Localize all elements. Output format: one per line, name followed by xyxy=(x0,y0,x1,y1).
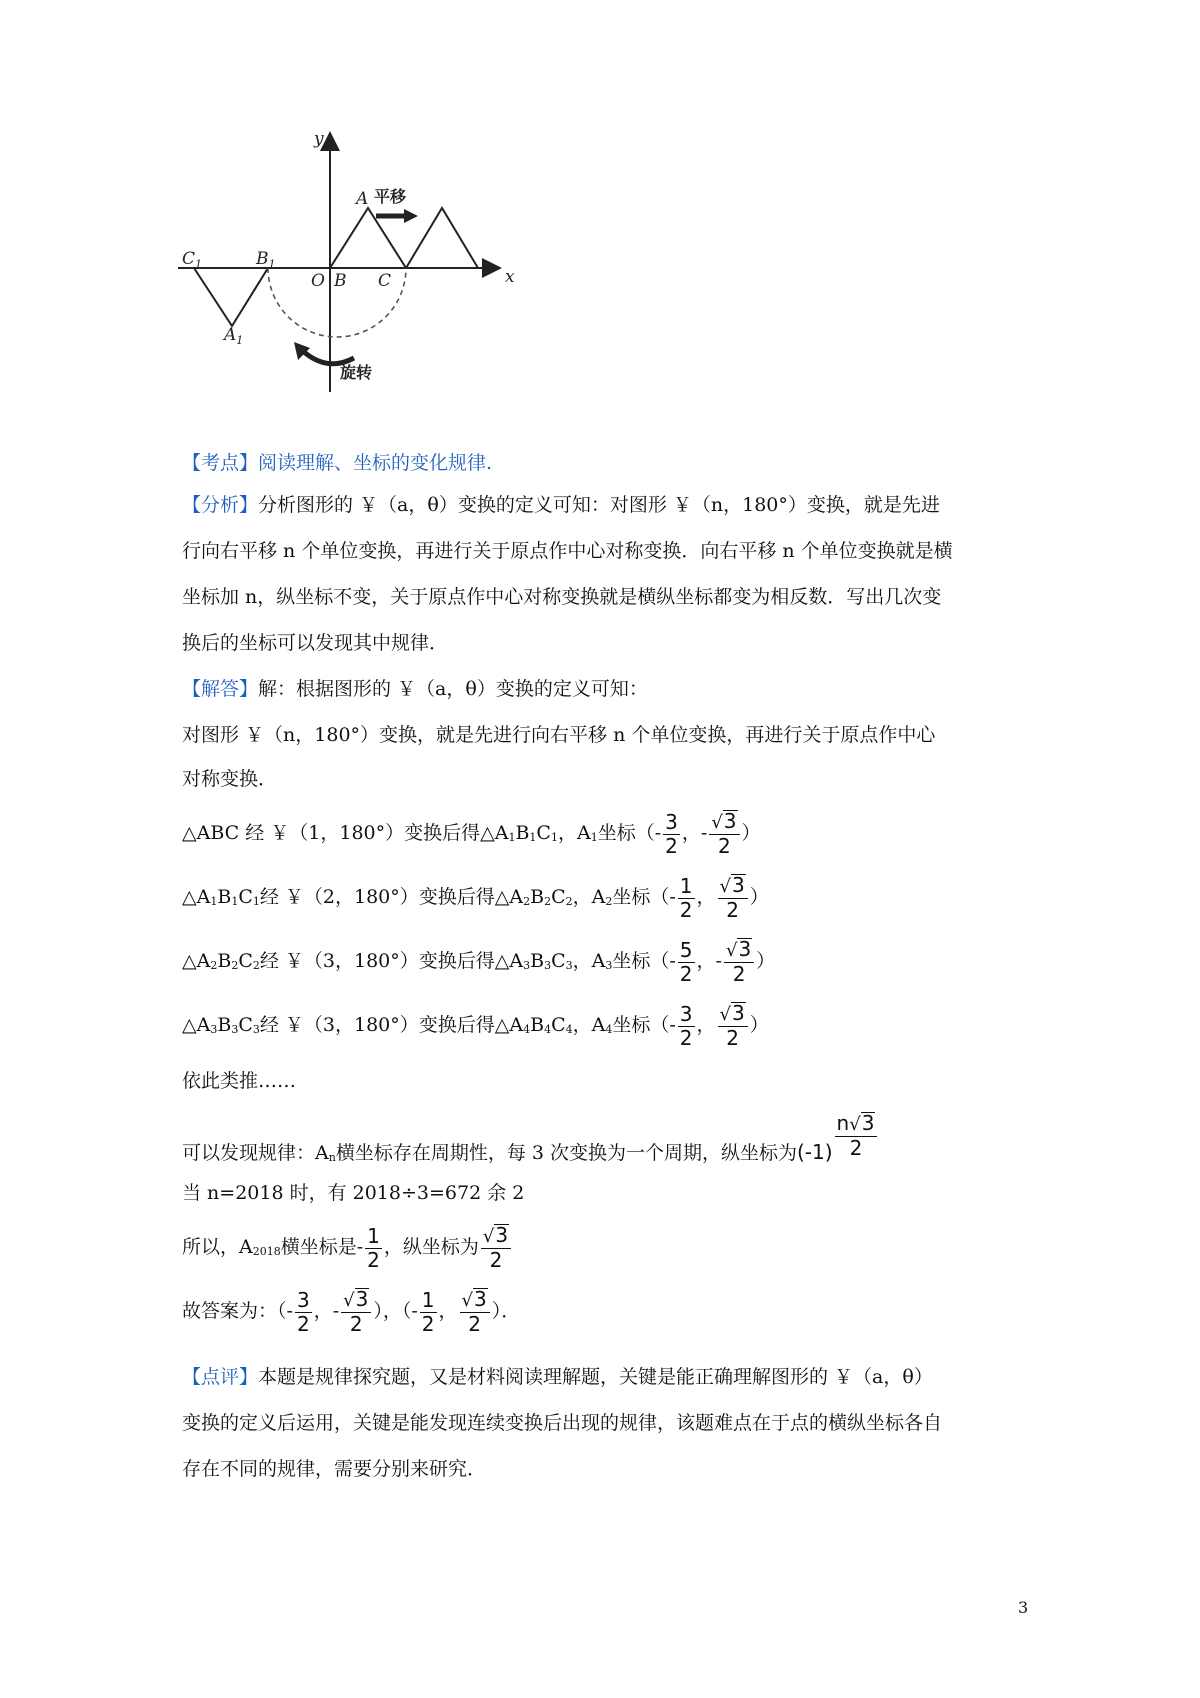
text: ） xyxy=(741,822,761,844)
text: 坐标（ xyxy=(597,822,655,844)
fraction xyxy=(295,1289,312,1336)
text: ， xyxy=(696,886,716,908)
numerator xyxy=(460,1288,490,1312)
sqrt xyxy=(849,1112,875,1136)
sub: 1 xyxy=(252,895,260,908)
sign: - xyxy=(669,886,676,908)
answer-line xyxy=(182,1286,1042,1336)
sign: - xyxy=(669,1014,676,1036)
text: n xyxy=(836,1111,850,1135)
text: 经 ￥（2，180°）变换后得△A xyxy=(259,886,524,908)
sign: - xyxy=(411,1300,418,1322)
kaodian-tag: 【考点】 xyxy=(182,452,259,474)
sub: 1 xyxy=(529,831,537,844)
denominator: 2 xyxy=(367,1247,380,1272)
text: ）． xyxy=(491,1300,521,1322)
fraction-sqrt xyxy=(341,1288,371,1336)
so-line xyxy=(182,1222,1042,1277)
text: C xyxy=(551,950,566,972)
radicand: 3 xyxy=(474,1287,487,1311)
denominator: 2 xyxy=(835,1136,878,1160)
sub: 1 xyxy=(590,831,598,844)
fenxi-tag: 【分析】 xyxy=(182,494,259,516)
denominator: 2 xyxy=(679,1025,693,1050)
numerator: 5 xyxy=(679,937,693,962)
text: ， xyxy=(313,1300,333,1322)
sign: - xyxy=(356,1236,364,1258)
sub: 3 xyxy=(523,959,531,972)
step1-pre: △ABC 经 ￥（1，180°）变换后得△A xyxy=(182,822,509,844)
sub: 1 xyxy=(508,831,516,844)
radical-sign: √ xyxy=(482,1226,495,1247)
text: B xyxy=(530,1014,545,1036)
sub: 1 xyxy=(231,895,239,908)
numerator: 3 xyxy=(296,1287,310,1312)
denominator: 2 xyxy=(296,1311,310,1336)
step-line-3 xyxy=(182,936,1042,991)
dianping-tag: 【点评】 xyxy=(182,1366,259,1388)
label-y: y xyxy=(314,130,324,149)
sub: 2 xyxy=(210,959,218,972)
jieda-line-3: 对称变换． xyxy=(182,768,278,790)
radicand: 3 xyxy=(738,937,752,961)
label-c: C xyxy=(378,271,392,291)
sub: 1 xyxy=(210,895,218,908)
numerator: 3 xyxy=(679,1001,693,1026)
etc-line: 依此类推…… xyxy=(182,1070,297,1092)
numerator xyxy=(724,938,754,962)
text: ） xyxy=(749,886,769,908)
sub: 3 xyxy=(565,959,573,972)
fraction xyxy=(420,1289,437,1336)
sign: - xyxy=(286,1300,293,1322)
denominator: 2 xyxy=(679,961,693,986)
radicand: 3 xyxy=(495,1223,509,1247)
sub: 2 xyxy=(544,895,552,908)
transform-diagram xyxy=(178,130,568,430)
text: 故答案为：（ xyxy=(182,1300,287,1322)
text: ，A xyxy=(572,950,606,972)
text: 坐标（ xyxy=(612,1014,670,1036)
radical-sign: √ xyxy=(343,1290,355,1311)
numerator xyxy=(341,1288,371,1312)
radical-sign: √ xyxy=(719,1004,732,1025)
sign: - xyxy=(669,950,676,972)
text: 横坐标是 xyxy=(280,1236,357,1258)
text: C xyxy=(536,822,551,844)
sub: 3 xyxy=(210,1023,218,1036)
numerator xyxy=(718,1002,748,1026)
fraction-sqrt xyxy=(718,874,748,922)
text: (-1) xyxy=(797,1140,833,1164)
sub: 3 xyxy=(605,959,613,972)
text: ） xyxy=(756,950,776,972)
fenxi-line-2: 行向右平移 n 个单位变换，再进行关于原点作中心对称变换．向右平移 n 个单位变换就是横 xyxy=(182,540,953,562)
radicand: 3 xyxy=(723,809,737,833)
dianping-text-1: 本题是规律探究题，又是材料阅读理解题，关键是能正确理解图形的 ￥（a，θ） xyxy=(258,1366,933,1388)
label-o: O xyxy=(311,271,325,291)
label-translate: 平移 xyxy=(374,187,407,206)
label-b: B xyxy=(334,271,347,291)
dianping-line-3: 存在不同的规律，需要分别来研究． xyxy=(182,1458,487,1480)
jieda-line-2: 对图形 ￥（n，180°）变换，就是先进行向右平移 n 个单位变换，再进行关于原点作中心 xyxy=(182,724,936,746)
fraction xyxy=(678,875,695,922)
label-x: x xyxy=(505,267,515,287)
text: 所以，A xyxy=(182,1236,253,1258)
denominator: 2 xyxy=(724,962,754,986)
sub: 4 xyxy=(565,1023,573,1036)
label-a: A xyxy=(356,189,369,209)
denominator: 2 xyxy=(718,898,748,922)
step-line-4 xyxy=(182,1000,1042,1055)
sub: 2 xyxy=(252,959,260,972)
denominator: 2 xyxy=(460,1312,490,1336)
label-b1: $B_1$ xyxy=(256,249,276,271)
denominator: 2 xyxy=(421,1311,435,1336)
sub: 1 xyxy=(550,831,558,844)
fraction-sqrt xyxy=(709,810,739,858)
sub: 4 xyxy=(605,1023,613,1036)
text: ，A xyxy=(557,822,591,844)
sqrt xyxy=(720,1002,746,1026)
sign: - xyxy=(332,1300,340,1322)
text: 坐标（ xyxy=(612,886,670,908)
radicand: 3 xyxy=(355,1287,369,1311)
fraction-sqrt xyxy=(481,1224,511,1272)
text: B xyxy=(217,1014,232,1036)
text: C xyxy=(238,1014,253,1036)
text: B xyxy=(217,950,232,972)
sub: 4 xyxy=(544,1023,552,1036)
sqrt xyxy=(462,1288,488,1312)
fraction-sqrt xyxy=(835,1112,878,1160)
dianping-line-1 xyxy=(182,1362,1042,1392)
denominator: 2 xyxy=(341,1312,371,1336)
fenxi-line-1 xyxy=(182,490,1042,520)
translated-triangle xyxy=(406,208,478,268)
step-line-1 xyxy=(182,808,1042,863)
when-line: 当 n=2018 时，有 2018÷3=672 余 2 xyxy=(182,1182,525,1204)
translate-arrowhead xyxy=(404,209,418,223)
rule-expression xyxy=(797,1111,879,1164)
sub: 2 xyxy=(565,895,573,908)
numerator xyxy=(481,1224,511,1248)
kaodian-text: 阅读理解、坐标的变化规律. xyxy=(258,452,493,474)
text: C xyxy=(551,1014,566,1036)
text: ， xyxy=(681,822,701,844)
numerator: 3 xyxy=(665,809,678,834)
jieda-tag: 【解答】 xyxy=(182,678,259,700)
sub: 2 xyxy=(605,895,613,908)
sqrt xyxy=(726,938,752,962)
text: B xyxy=(530,886,545,908)
dianping-line-2: 变换的定义后运用，关键是能发现连续变换后出现的规律，该题难点在于点的横纵坐标各自 xyxy=(182,1412,943,1434)
radical-sign: √ xyxy=(719,876,732,897)
fraction-sqrt xyxy=(718,1002,748,1050)
fraction xyxy=(678,939,695,986)
text: ， xyxy=(438,1300,458,1322)
triangle-a1b1c1 xyxy=(194,268,268,326)
numerator xyxy=(709,810,739,834)
numerator xyxy=(835,1112,878,1136)
jieda-text-1: 解：根据图形的 ￥（a，θ）变换的定义可知： xyxy=(258,678,648,700)
fenxi-text-1: 分析图形的 ￥（a，θ）变换的定义可知：对图形 ￥（n，180°）变换，就是先进 xyxy=(258,494,940,516)
text: ，A xyxy=(572,886,606,908)
sqrt xyxy=(720,874,746,898)
sqrt xyxy=(711,810,737,834)
sub: 2018 xyxy=(252,1245,281,1258)
text: 经 ￥（3，180°）变换后得△A xyxy=(259,950,524,972)
text: B xyxy=(515,822,530,844)
fraction-sqrt xyxy=(724,938,754,986)
numerator xyxy=(718,874,748,898)
numerator: 1 xyxy=(367,1223,380,1248)
denominator: 2 xyxy=(718,1026,748,1050)
sqrt xyxy=(343,1288,369,1312)
sign: - xyxy=(715,950,722,972)
text: △A xyxy=(182,1014,211,1036)
label-c1: $C_1$ xyxy=(182,249,203,271)
sub: 2 xyxy=(523,895,531,908)
sub: 3 xyxy=(544,959,552,972)
text: C xyxy=(551,886,566,908)
text: 坐标（ xyxy=(612,950,670,972)
denominator: 2 xyxy=(709,834,739,858)
sub: 3 xyxy=(252,1023,260,1036)
sign: - xyxy=(654,822,662,844)
text: ， xyxy=(696,1014,716,1036)
text: △A xyxy=(182,886,211,908)
jieda-line-1 xyxy=(182,674,1042,704)
radicand: 3 xyxy=(861,1111,875,1135)
fraction xyxy=(365,1225,382,1272)
sqrt xyxy=(483,1224,509,1248)
radicand: 3 xyxy=(732,873,745,897)
step-line-2 xyxy=(182,872,1042,927)
numerator: 1 xyxy=(679,873,693,898)
label-a1: $A_1$ xyxy=(224,325,244,347)
label-rotate: 旋转 xyxy=(340,363,373,382)
text: △A xyxy=(182,950,211,972)
radicand: 3 xyxy=(732,1001,745,1025)
coordinate-figure xyxy=(178,130,568,430)
text: ，A xyxy=(572,1014,606,1036)
radical-sign: √ xyxy=(711,812,723,833)
numerator: 1 xyxy=(421,1287,435,1312)
denominator: 2 xyxy=(665,833,678,858)
text: ， xyxy=(696,950,716,972)
sub: 3 xyxy=(231,1023,239,1036)
text: 可以发现规律：A xyxy=(182,1142,329,1164)
fraction-sqrt xyxy=(460,1288,490,1336)
text: C xyxy=(238,950,253,972)
fenxi-line-4: 换后的坐标可以发现其中规律． xyxy=(182,632,449,654)
text: ），（ xyxy=(373,1300,412,1322)
sign: - xyxy=(700,822,708,844)
text: B xyxy=(530,950,545,972)
text: ，纵坐标为 xyxy=(383,1236,479,1258)
fraction xyxy=(663,811,680,858)
radical-sign: √ xyxy=(725,940,738,961)
radical-sign: √ xyxy=(849,1114,861,1135)
fraction xyxy=(678,1003,695,1050)
text: C xyxy=(238,886,253,908)
text: 经 ￥（3，180°）变换后得△A xyxy=(259,1014,524,1036)
radical-sign: √ xyxy=(461,1290,473,1311)
fenxi-line-3: 坐标加 n，纵坐标不变，关于原点作中心对称变换就是横纵坐标都变为相反数．写出几次变 xyxy=(182,586,942,608)
text: ） xyxy=(749,1014,769,1036)
text: 横坐标存在周期性，每 3 次变换为一个周期，纵坐标为 xyxy=(335,1142,797,1164)
rule-line xyxy=(182,1112,1042,1183)
sub: n xyxy=(328,1151,336,1164)
denominator: 2 xyxy=(481,1248,511,1272)
sub: 2 xyxy=(231,959,239,972)
sub: 4 xyxy=(523,1023,531,1036)
denominator: 2 xyxy=(679,897,693,922)
text: B xyxy=(217,886,232,908)
kaodian-line xyxy=(182,448,1042,478)
page-number: 3 xyxy=(1018,1598,1029,1617)
